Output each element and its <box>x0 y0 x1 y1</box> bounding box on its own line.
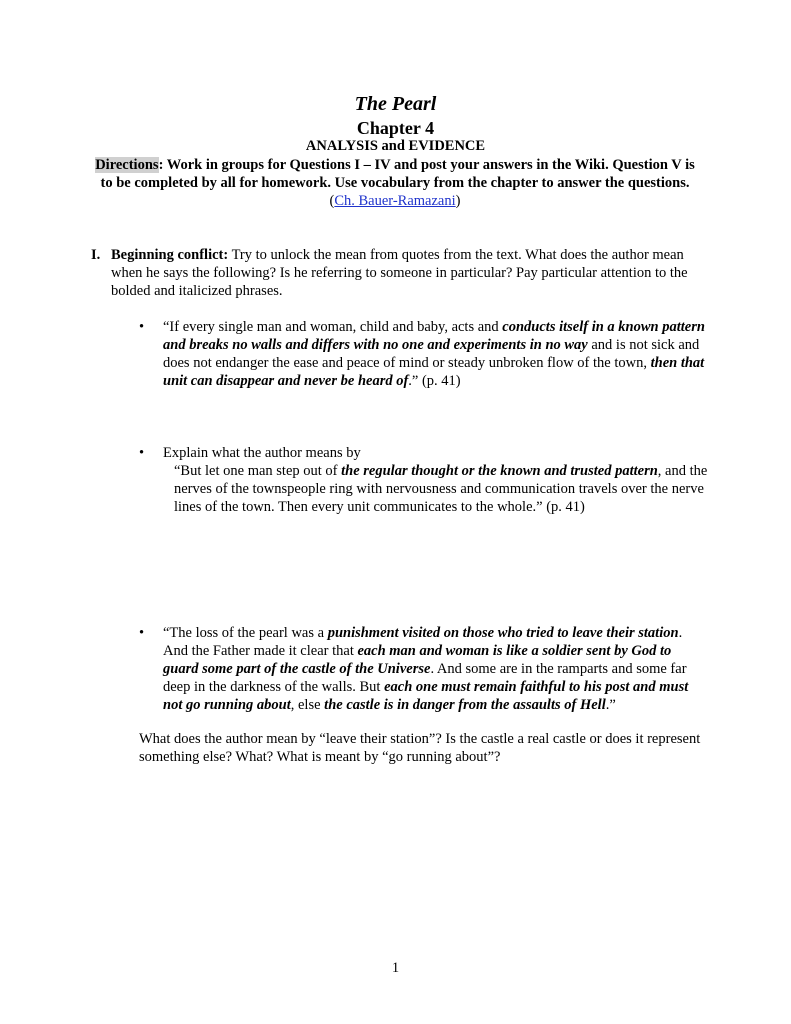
section-intro: Try to unlock the mean from quotes from the text. What does the author mean when he says the following? Is he referring to someone in particular? Pay particular attention to the bolded and italicized phrases. <box>111 247 688 299</box>
quote-text: .” <box>605 697 616 713</box>
bullet-icon: • <box>139 445 145 461</box>
quote-text: , and the nerves of the townspeople ring with nervousness and communication travels over the nerve lines of the town. Then every unit communicates to the whole.” (p. 41) <box>174 463 708 515</box>
quote-bullet-3 <box>139 624 709 714</box>
directions-block <box>95 156 695 210</box>
directions-label: Directions <box>95 157 159 173</box>
chapter-heading: Chapter 4 <box>356 118 435 138</box>
quote-block <box>163 462 709 516</box>
author-credit-link[interactable]: Ch. Bauer-Ramazani <box>334 193 456 209</box>
directions-text: : Work in groups for Questions I – IV and post your answers in the Wiki. Question V is to be completed by all for homework. Use vocabulary from the chapter to answer the questions. <box>100 157 695 191</box>
quote-text: . And the Father made it clear that <box>163 625 683 659</box>
section-numeral: I. <box>91 247 101 263</box>
quote-bullet-2 <box>139 444 709 516</box>
bullet-lead: Explain what the author means by <box>163 445 361 461</box>
quote-emphasis: each one must remain faithful to his post and must not go running about <box>163 679 689 713</box>
quote-text: “If every single man and woman, child and baby, acts and <box>163 319 503 335</box>
quote-emphasis: each man and woman is like a soldier sent by God to guard some part of the castle of the Universe <box>163 643 672 677</box>
quote-text: and is not sick and does not endanger the ease and peace of mind or steady unbroken flow of the town, <box>163 337 700 371</box>
section-one <box>91 246 711 300</box>
credit-open-paren: ( <box>329 193 335 209</box>
section-subtitle: ANALYSIS and EVIDENCE <box>305 138 486 154</box>
document-title: The Pearl <box>354 93 437 115</box>
section-heading: Beginning conflict: <box>111 247 229 263</box>
quote-text: “The loss of the pearl was a <box>163 625 328 641</box>
quote-bullet-1 <box>139 318 709 390</box>
quote-text: . And some are in the ramparts and some far deep in the darkness of the walls. But <box>163 661 687 695</box>
bullet-icon: • <box>139 319 145 335</box>
author-credit <box>95 192 695 210</box>
quote-emphasis: the regular thought or the known and trusted pattern <box>341 463 658 479</box>
quote-text: , else <box>290 697 325 713</box>
quote-emphasis: the castle is in danger from the assaults of Hell <box>324 697 606 713</box>
quote-citation: .” (p. 41) <box>408 373 461 389</box>
credit-close-paren: ) <box>455 193 461 209</box>
quote-emphasis: then that unit can disappear and never be heard of <box>163 355 705 389</box>
bullet-icon: • <box>139 625 145 641</box>
quote-emphasis: punishment visited on those who tried to leave their station <box>327 625 679 641</box>
quote-emphasis: conducts itself in a known pattern and breaks no walls and differs with no one and experiments in no way <box>163 319 705 353</box>
quote-text: “But let one man step out of <box>174 463 342 479</box>
follow-up-question: What does the author mean by “leave their station”? Is the castle a real castle or does it represent something else? What? What is meant by “go running about”? <box>139 731 701 765</box>
page-number: 1 <box>391 960 400 976</box>
